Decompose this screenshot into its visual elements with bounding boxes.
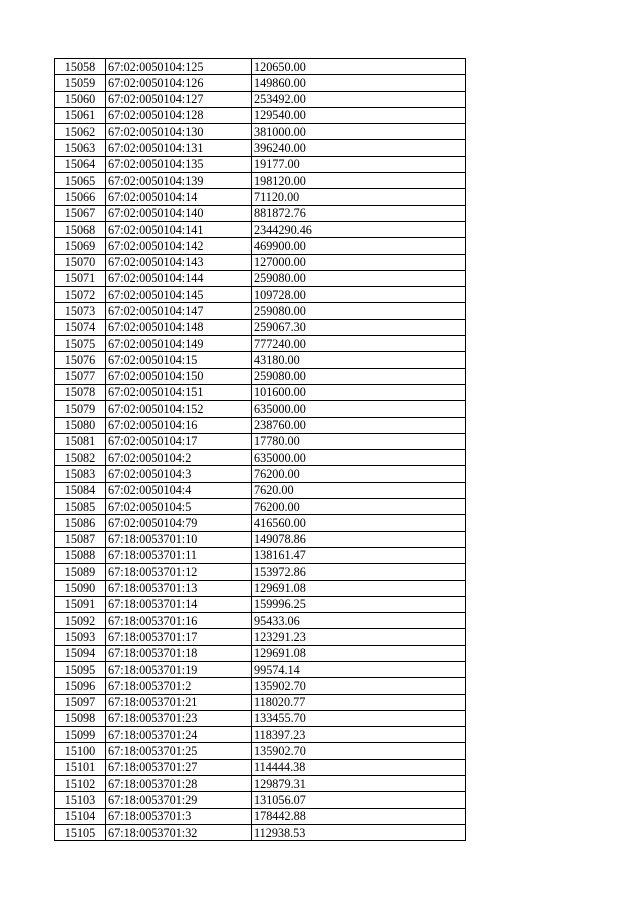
- cadastral-number-cell: 67:02:0050104:144: [106, 270, 252, 286]
- row-number-cell: 15058: [55, 59, 106, 75]
- cadastral-number-cell: 67:02:0050104:141: [106, 221, 252, 237]
- table-row: [55, 547, 466, 563]
- table-row: [55, 140, 466, 156]
- table-row: [55, 270, 466, 286]
- value-cell: 118020.77: [252, 694, 466, 710]
- cadastral-number-cell: 67:18:0053701:23: [106, 710, 252, 726]
- row-number-cell: 15065: [55, 173, 106, 189]
- table-row: [55, 417, 466, 433]
- row-number-cell: 15092: [55, 613, 106, 629]
- cadastral-number-cell: 67:02:0050104:131: [106, 140, 252, 156]
- value-cell: 71120.00: [252, 189, 466, 205]
- value-cell: 76200.00: [252, 466, 466, 482]
- row-number-cell: 15064: [55, 156, 106, 172]
- row-number-cell: 15063: [55, 140, 106, 156]
- table-row: [55, 189, 466, 205]
- table-row: [55, 450, 466, 466]
- table-row: [55, 352, 466, 368]
- value-cell: 114444.38: [252, 759, 466, 775]
- table-row: [55, 124, 466, 140]
- row-number-cell: 15089: [55, 564, 106, 580]
- value-cell: 17780.00: [252, 433, 466, 449]
- table-row: [55, 303, 466, 319]
- table-row: [55, 91, 466, 107]
- table-row: [55, 287, 466, 303]
- value-cell: 133455.70: [252, 710, 466, 726]
- cadastral-number-cell: 67:02:0050104:142: [106, 238, 252, 254]
- row-number-cell: 15074: [55, 319, 106, 335]
- cadastral-number-cell: 67:02:0050104:126: [106, 75, 252, 91]
- value-cell: 416560.00: [252, 515, 466, 531]
- value-cell: 95433.06: [252, 613, 466, 629]
- table-row: [55, 482, 466, 498]
- value-cell: 469900.00: [252, 238, 466, 254]
- row-number-cell: 15097: [55, 694, 106, 710]
- value-cell: 127000.00: [252, 254, 466, 270]
- row-number-cell: 15099: [55, 727, 106, 743]
- cadastral-number-cell: 67:02:0050104:2: [106, 450, 252, 466]
- cadastral-number-cell: 67:02:0050104:149: [106, 336, 252, 352]
- value-cell: 153972.86: [252, 564, 466, 580]
- cadastral-number-cell: 67:02:0050104:4: [106, 482, 252, 498]
- row-number-cell: 15067: [55, 205, 106, 221]
- row-number-cell: 15071: [55, 270, 106, 286]
- row-number-cell: 15082: [55, 450, 106, 466]
- value-cell: 2344290.46: [252, 221, 466, 237]
- value-cell: 129879.31: [252, 776, 466, 792]
- row-number-cell: 15078: [55, 384, 106, 400]
- cadastral-number-cell: 67:02:0050104:16: [106, 417, 252, 433]
- row-number-cell: 15086: [55, 515, 106, 531]
- table-row: [55, 173, 466, 189]
- row-number-cell: 15098: [55, 710, 106, 726]
- table-row: [55, 613, 466, 629]
- value-cell: 138161.47: [252, 547, 466, 563]
- table-row: [55, 59, 466, 75]
- cadastral-number-cell: 67:02:0050104:5: [106, 499, 252, 515]
- table-row: [55, 596, 466, 612]
- table-row: [55, 515, 466, 531]
- table-row: [55, 580, 466, 596]
- table-row: [55, 564, 466, 580]
- cadastral-number-cell: 67:18:0053701:25: [106, 743, 252, 759]
- table-row: [55, 499, 466, 515]
- row-number-cell: 15075: [55, 336, 106, 352]
- cadastral-number-cell: 67:02:0050104:128: [106, 107, 252, 123]
- value-cell: 635000.00: [252, 401, 466, 417]
- table-row: [55, 776, 466, 792]
- table-row: [55, 824, 466, 840]
- value-cell: 19177.00: [252, 156, 466, 172]
- table-row: [55, 384, 466, 400]
- cadastral-number-cell: 67:02:0050104:3: [106, 466, 252, 482]
- value-cell: 129691.08: [252, 645, 466, 661]
- value-cell: 259080.00: [252, 270, 466, 286]
- row-number-cell: 15091: [55, 596, 106, 612]
- cadastral-number-cell: 67:18:0053701:13: [106, 580, 252, 596]
- cadastral-number-cell: 67:18:0053701:32: [106, 824, 252, 840]
- cadastral-number-cell: 67:02:0050104:79: [106, 515, 252, 531]
- value-cell: 777240.00: [252, 336, 466, 352]
- value-cell: 635000.00: [252, 450, 466, 466]
- row-number-cell: 15077: [55, 368, 106, 384]
- cadastral-number-cell: 67:18:0053701:11: [106, 547, 252, 563]
- row-number-cell: 15084: [55, 482, 106, 498]
- value-cell: 149860.00: [252, 75, 466, 91]
- cadastral-number-cell: 67:18:0053701:3: [106, 808, 252, 824]
- table-row: [55, 645, 466, 661]
- cadastral-number-cell: 67:02:0050104:15: [106, 352, 252, 368]
- table-row: [55, 336, 466, 352]
- table-row: [55, 759, 466, 775]
- cadastral-number-cell: 67:02:0050104:147: [106, 303, 252, 319]
- cadastral-number-cell: 67:18:0053701:19: [106, 661, 252, 677]
- row-number-cell: 15059: [55, 75, 106, 91]
- value-cell: 129691.08: [252, 580, 466, 596]
- table-row: [55, 678, 466, 694]
- value-cell: 396240.00: [252, 140, 466, 156]
- cadastral-number-cell: 67:18:0053701:18: [106, 645, 252, 661]
- row-number-cell: 15069: [55, 238, 106, 254]
- row-number-cell: 15090: [55, 580, 106, 596]
- cadastral-number-cell: 67:18:0053701:2: [106, 678, 252, 694]
- value-cell: 253492.00: [252, 91, 466, 107]
- value-cell: 109728.00: [252, 287, 466, 303]
- row-number-cell: 15081: [55, 433, 106, 449]
- row-number-cell: 15072: [55, 287, 106, 303]
- cadastral-number-cell: 67:02:0050104:130: [106, 124, 252, 140]
- cadastral-number-cell: 67:02:0050104:143: [106, 254, 252, 270]
- row-number-cell: 15087: [55, 531, 106, 547]
- table-row: [55, 75, 466, 91]
- data-table: [54, 58, 466, 841]
- cadastral-number-cell: 67:18:0053701:29: [106, 792, 252, 808]
- row-number-cell: 15093: [55, 629, 106, 645]
- value-cell: 123291.23: [252, 629, 466, 645]
- row-number-cell: 15061: [55, 107, 106, 123]
- row-number-cell: 15073: [55, 303, 106, 319]
- value-cell: 118397.23: [252, 727, 466, 743]
- row-number-cell: 15100: [55, 743, 106, 759]
- row-number-cell: 15083: [55, 466, 106, 482]
- row-number-cell: 15070: [55, 254, 106, 270]
- table-row: [55, 156, 466, 172]
- table-row: [55, 401, 466, 417]
- table-row: [55, 808, 466, 824]
- table-row: [55, 466, 466, 482]
- row-number-cell: 15062: [55, 124, 106, 140]
- cadastral-number-cell: 67:02:0050104:127: [106, 91, 252, 107]
- value-cell: 198120.00: [252, 173, 466, 189]
- table-row: [55, 661, 466, 677]
- table-row: [55, 368, 466, 384]
- cadastral-number-cell: 67:18:0053701:17: [106, 629, 252, 645]
- cadastral-number-cell: 67:18:0053701:16: [106, 613, 252, 629]
- cadastral-number-cell: 67:18:0053701:10: [106, 531, 252, 547]
- cadastral-number-cell: 67:02:0050104:125: [106, 59, 252, 75]
- value-cell: 259080.00: [252, 368, 466, 384]
- value-cell: 99574.14: [252, 661, 466, 677]
- cadastral-number-cell: 67:18:0053701:21: [106, 694, 252, 710]
- value-cell: 7620.00: [252, 482, 466, 498]
- table-row: [55, 792, 466, 808]
- row-number-cell: 15095: [55, 661, 106, 677]
- value-cell: 129540.00: [252, 107, 466, 123]
- row-number-cell: 15105: [55, 824, 106, 840]
- row-number-cell: 15102: [55, 776, 106, 792]
- value-cell: 101600.00: [252, 384, 466, 400]
- value-cell: 131056.07: [252, 792, 466, 808]
- table-row: [55, 221, 466, 237]
- row-number-cell: 15076: [55, 352, 106, 368]
- row-number-cell: 15103: [55, 792, 106, 808]
- value-cell: 135902.70: [252, 743, 466, 759]
- cadastral-number-cell: 67:18:0053701:27: [106, 759, 252, 775]
- table-row: [55, 319, 466, 335]
- cadastral-number-cell: 67:18:0053701:12: [106, 564, 252, 580]
- table-row: [55, 205, 466, 221]
- value-cell: 238760.00: [252, 417, 466, 433]
- value-cell: 259067.30: [252, 319, 466, 335]
- value-cell: 381000.00: [252, 124, 466, 140]
- cadastral-number-cell: 67:02:0050104:135: [106, 156, 252, 172]
- cadastral-number-cell: 67:02:0050104:140: [106, 205, 252, 221]
- table-row: [55, 238, 466, 254]
- cadastral-number-cell: 67:02:0050104:139: [106, 173, 252, 189]
- value-cell: 159996.25: [252, 596, 466, 612]
- value-cell: 76200.00: [252, 499, 466, 515]
- row-number-cell: 15088: [55, 547, 106, 563]
- table-row: [55, 254, 466, 270]
- cadastral-number-cell: 67:02:0050104:148: [106, 319, 252, 335]
- cadastral-number-cell: 67:02:0050104:150: [106, 368, 252, 384]
- value-cell: 881872.76: [252, 205, 466, 221]
- table-body: [55, 59, 466, 841]
- cadastral-number-cell: 67:02:0050104:17: [106, 433, 252, 449]
- row-number-cell: 15094: [55, 645, 106, 661]
- row-number-cell: 15096: [55, 678, 106, 694]
- table-row: [55, 531, 466, 547]
- row-number-cell: 15085: [55, 499, 106, 515]
- table-row: [55, 107, 466, 123]
- table-row: [55, 727, 466, 743]
- row-number-cell: 15060: [55, 91, 106, 107]
- table-row: [55, 743, 466, 759]
- cadastral-number-cell: 67:18:0053701:28: [106, 776, 252, 792]
- table-row: [55, 433, 466, 449]
- cadastral-number-cell: 67:18:0053701:14: [106, 596, 252, 612]
- value-cell: 112938.53: [252, 824, 466, 840]
- row-number-cell: 15101: [55, 759, 106, 775]
- row-number-cell: 15079: [55, 401, 106, 417]
- value-cell: 120650.00: [252, 59, 466, 75]
- row-number-cell: 15104: [55, 808, 106, 824]
- table-row: [55, 629, 466, 645]
- cadastral-number-cell: 67:02:0050104:152: [106, 401, 252, 417]
- value-cell: 259080.00: [252, 303, 466, 319]
- cadastral-number-cell: 67:02:0050104:145: [106, 287, 252, 303]
- cadastral-number-cell: 67:02:0050104:151: [106, 384, 252, 400]
- value-cell: 178442.88: [252, 808, 466, 824]
- row-number-cell: 15068: [55, 221, 106, 237]
- cadastral-number-cell: 67:18:0053701:24: [106, 727, 252, 743]
- cadastral-number-cell: 67:02:0050104:14: [106, 189, 252, 205]
- table-row: [55, 710, 466, 726]
- value-cell: 149078.86: [252, 531, 466, 547]
- value-cell: 135902.70: [252, 678, 466, 694]
- table-row: [55, 694, 466, 710]
- row-number-cell: 15066: [55, 189, 106, 205]
- row-number-cell: 15080: [55, 417, 106, 433]
- value-cell: 43180.00: [252, 352, 466, 368]
